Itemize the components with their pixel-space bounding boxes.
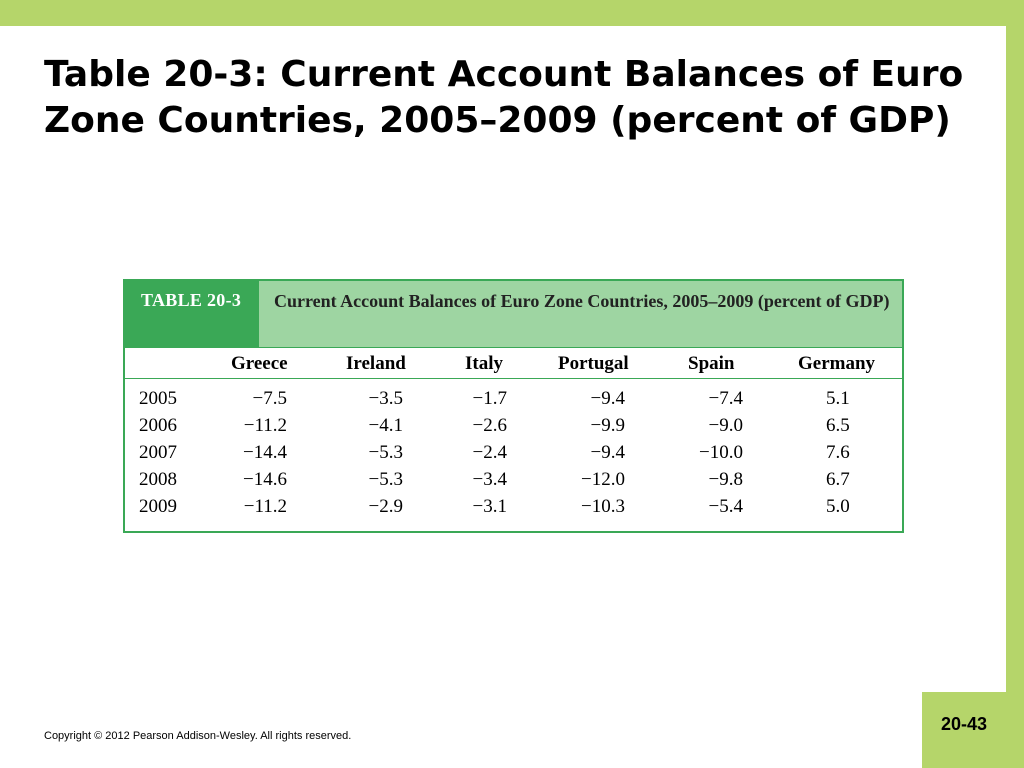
year-cell: 2008 xyxy=(139,469,177,490)
column-header-portugal: Portugal xyxy=(558,353,629,374)
greece-cell: −11.2 xyxy=(243,496,287,517)
table-header xyxy=(125,281,902,347)
slide-title: Table 20-3: Current Account Balances of Euro Zone Countries, 2005–2009 (percent of GDP) xyxy=(44,54,964,141)
portugal-cell: −9.4 xyxy=(590,442,625,463)
year-cell: 2009 xyxy=(139,496,177,517)
ireland-cell: −5.3 xyxy=(368,442,403,463)
column-header-spain: Spain xyxy=(688,353,735,374)
table-label-box xyxy=(125,281,259,347)
top-frame-bar xyxy=(0,0,1024,26)
portugal-cell: −10.3 xyxy=(581,496,625,517)
column-header-greece: Greece xyxy=(231,353,288,374)
portugal-cell: −9.4 xyxy=(590,388,625,409)
data-table xyxy=(123,279,904,533)
column-header-row xyxy=(125,347,902,379)
copyright-notice: Copyright © 2012 Pearson Addison-Wesley. All rights reserved. xyxy=(44,730,352,742)
ireland-cell: −2.9 xyxy=(368,496,403,517)
year-cell: 2006 xyxy=(139,415,177,436)
column-header-ireland: Ireland xyxy=(346,353,406,374)
column-header-italy: Italy xyxy=(465,353,503,374)
italy-cell: −3.1 xyxy=(472,496,507,517)
page-number: 20-43 xyxy=(940,714,988,734)
ireland-cell: −5.3 xyxy=(368,469,403,490)
spain-cell: −10.0 xyxy=(699,442,743,463)
spain-cell: −7.4 xyxy=(708,388,743,409)
ireland-cell: −3.5 xyxy=(368,388,403,409)
spain-cell: −5.4 xyxy=(708,496,743,517)
spain-cell: −9.0 xyxy=(708,415,743,436)
table-row xyxy=(125,469,902,496)
table-row xyxy=(125,415,902,442)
page-number-box xyxy=(922,692,1024,768)
germany-cell: 5.0 xyxy=(826,496,850,517)
table-row xyxy=(125,442,902,469)
greece-cell: −11.2 xyxy=(243,415,287,436)
ireland-cell: −4.1 xyxy=(368,415,403,436)
table-label: TABLE 20-3 xyxy=(141,290,242,310)
spain-cell: −9.8 xyxy=(708,469,743,490)
portugal-cell: −9.9 xyxy=(590,415,625,436)
table-row xyxy=(125,496,902,523)
table-caption: Current Account Balances of Euro Zone Countries, 2005–2009 (percent of GDP) xyxy=(274,291,890,311)
germany-cell: 5.1 xyxy=(826,388,850,409)
table-row xyxy=(125,388,902,415)
germany-cell: 7.6 xyxy=(826,442,850,463)
italy-cell: −2.6 xyxy=(472,415,507,436)
germany-cell: 6.7 xyxy=(826,469,850,490)
table-caption-box xyxy=(259,281,902,347)
italy-cell: −3.4 xyxy=(472,469,507,490)
greece-cell: −14.4 xyxy=(243,442,287,463)
italy-cell: −1.7 xyxy=(472,388,507,409)
greece-cell: −14.6 xyxy=(243,469,287,490)
year-cell: 2005 xyxy=(139,388,177,409)
year-cell: 2007 xyxy=(139,442,177,463)
right-frame-bar xyxy=(1006,0,1024,768)
italy-cell: −2.4 xyxy=(472,442,507,463)
greece-cell: −7.5 xyxy=(252,388,287,409)
portugal-cell: −12.0 xyxy=(581,469,625,490)
column-header-germany: Germany xyxy=(798,353,876,374)
germany-cell: 6.5 xyxy=(826,415,850,436)
